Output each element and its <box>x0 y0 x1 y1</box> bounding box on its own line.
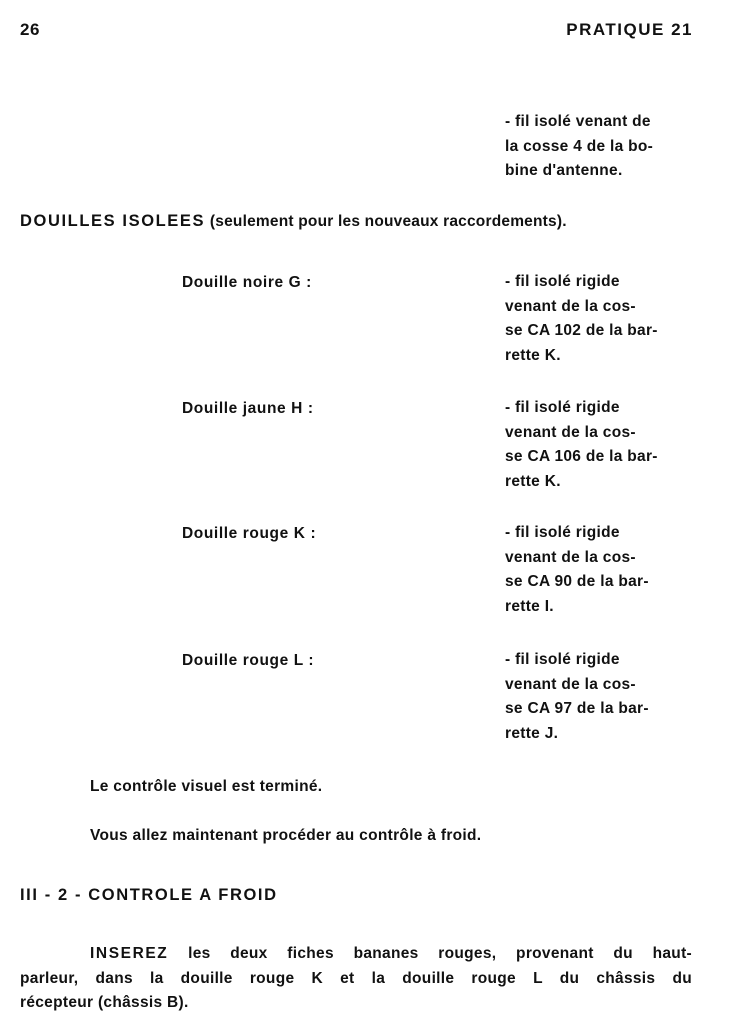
section-heading <box>20 212 567 231</box>
text-line: se CA 106 de la bar- <box>505 448 658 465</box>
text-line: bine d'antenne. <box>505 162 623 179</box>
instruction-keyword: INSEREZ <box>90 945 169 962</box>
socket-description-noire-g <box>505 270 691 368</box>
instruction-line-rest: les deux fiches bananes rouges, provenant du haut- <box>168 945 692 962</box>
text-line: - fil isolé rigide <box>505 651 620 668</box>
text-line: la cosse 4 de la bo- <box>505 137 654 155</box>
section-heading-caps: DOUILLES ISOLEES <box>20 212 206 230</box>
socket-label-noire-g: Douille noire G : <box>182 274 312 291</box>
instruction-line <box>20 942 692 967</box>
text-line: rette K. <box>505 346 561 364</box>
socket-label-rouge-l: Douille rouge L : <box>182 652 315 669</box>
text-line: venant de la cos- <box>505 548 636 566</box>
instruction-line: récepteur (châssis B). <box>20 994 189 1011</box>
socket-label-rouge-k: Douille rouge K : <box>182 525 317 542</box>
text-line: rette J. <box>505 724 559 742</box>
socket-description-jaune-h <box>505 396 691 494</box>
text-line: - fil isolé venant de <box>505 113 651 130</box>
text-line: venant de la cos- <box>505 297 636 315</box>
text-line: rette I. <box>505 597 554 615</box>
socket-description-rouge-l <box>505 648 691 746</box>
text-line: se CA 97 de la bar- <box>505 700 649 717</box>
paragraph-next-step: Vous allez maintenant procéder au contrôle à froid. <box>90 827 482 844</box>
text-line: venant de la cos- <box>505 423 636 441</box>
running-head: PRATIQUE 21 <box>566 20 693 39</box>
text-line: - fil isolé rigide <box>505 399 620 416</box>
text-line: - fil isolé rigide <box>505 273 620 290</box>
text-line: - fil isolé rigide <box>505 524 620 541</box>
socket-label-jaune-h: Douille jaune H : <box>182 400 314 417</box>
instruction-paragraph <box>20 942 692 1016</box>
page-number: 26 <box>20 20 40 39</box>
instruction-line: parleur, dans la douille rouge K et la douille rouge L du châssis du <box>20 969 692 987</box>
continuation-text <box>505 110 691 184</box>
text-line: se CA 102 de la bar- <box>505 322 658 339</box>
socket-description-rouge-k <box>505 521 691 619</box>
text-line: se CA 90 de la bar- <box>505 573 649 590</box>
paragraph-visual-check-done: Le contrôle visuel est terminé. <box>90 778 323 795</box>
text-line: venant de la cos- <box>505 675 636 693</box>
subsection-heading: III - 2 - CONTROLE A FROID <box>20 886 278 904</box>
text-line: rette K. <box>505 472 561 490</box>
section-heading-note: (seulement pour les nouveaux raccordements). <box>209 213 567 230</box>
